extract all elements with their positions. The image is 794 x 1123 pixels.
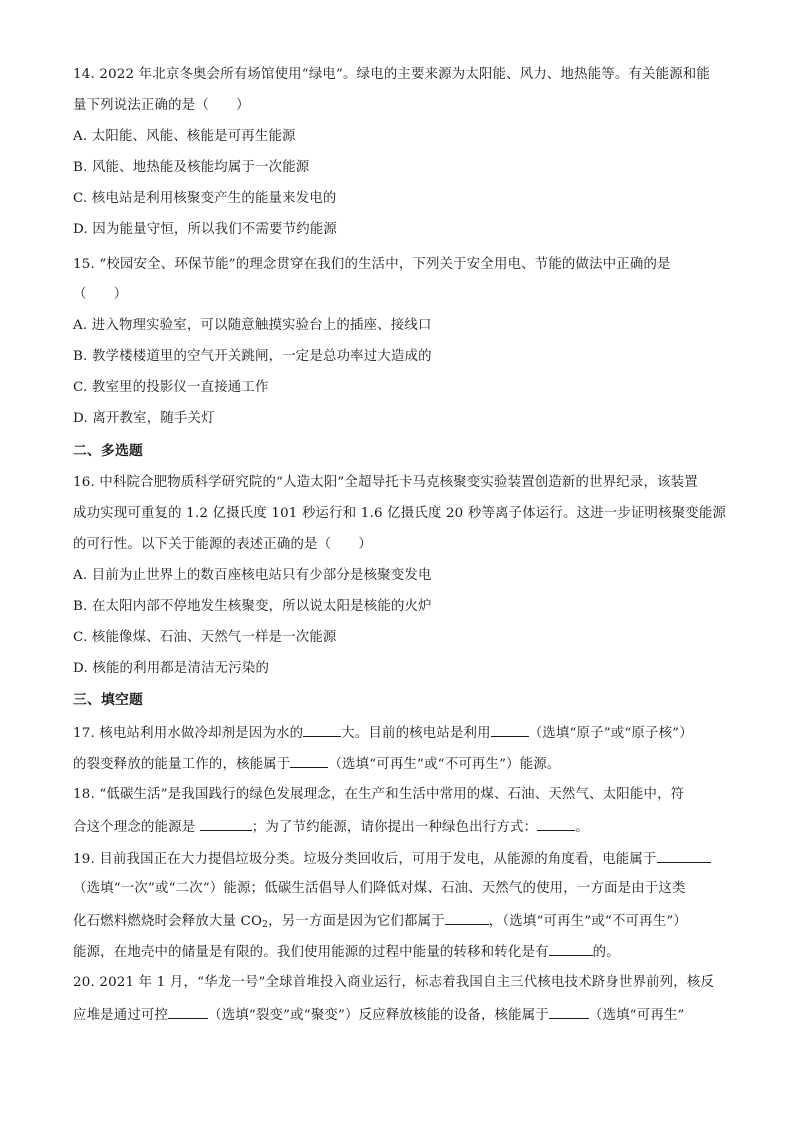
q19-text: ，另一方面是因为它们都属于 [268, 914, 445, 929]
answer-blank [491, 722, 529, 737]
q16-option-d: D. 核能的利用都是清洁无污染的 [73, 661, 270, 676]
q19-text: 的。 [592, 945, 620, 960]
q20-text: （选填“可再生” [588, 1008, 685, 1023]
answer-blank [537, 816, 575, 831]
q20-text: 应堆是通过可控 [73, 1008, 169, 1023]
answer-blank [549, 1004, 589, 1019]
q17-text: （选填“可再生”或“不可再生”）能源。 [328, 757, 561, 772]
q17-text: （选填“原子”或“原子核”） [528, 726, 693, 741]
answer-blank [657, 848, 711, 863]
q15-option-a: A. 进入物理实验室，可以随意触摸实验台上的插座、接线口 [73, 318, 432, 333]
q16-option-c: C. 核能像煤、石油、天然气一样是一次能源 [73, 630, 337, 645]
q15-option-b: B. 教学楼楼道里的空气开关跳闸，一定是总功率过大造成的 [73, 349, 432, 364]
q15-option-c: C. 教室里的投影仪一直接通工作 [73, 380, 269, 395]
q17-line2 [73, 753, 736, 775]
q14-stem-line2: 量下列说法正确的是（ ） [73, 98, 250, 113]
section-heading-fill-in-blank: 三、填空题 [73, 692, 143, 708]
q16-stem-line2: 成功实现可重复的 1.2 亿摄氏度 101 秒运行和 1.6 亿摄氏度 20 秒等离子体运行。这进一步证明核聚变能源 [73, 506, 727, 521]
q19-line2: （选填“一次”或“二次”）能源；低碳生活倡导人们降低对煤、石油、天然气的使用，一方面是由于这类 [73, 881, 686, 896]
q18-text: ；为了节约能源，请你提出一种绿色出行方式： [251, 820, 538, 835]
q14-option-c: C. 核电站是利用核聚变产生的能量来发电的 [73, 191, 337, 206]
q18-line2 [73, 816, 736, 838]
q19-text: 19. 目前我国正在大力提倡垃圾分类。垃圾分类回收后，可用于发电，从能源的角度看，电能属于 [73, 852, 657, 867]
q19-line4 [73, 941, 736, 963]
q20-line2 [73, 1004, 736, 1026]
q14-option-d: D. 因为能量守恒，所以我们不需要节约能源 [73, 222, 338, 237]
q17-text: 的裂变释放的能量工作的，核能属于 [73, 757, 291, 772]
answer-blank [303, 722, 341, 737]
q19-text: 化石燃料燃烧时会释放大量 CO [73, 914, 263, 929]
q16-stem-line3: 的可行性。以下关于能源的表述正确的是（ ） [73, 537, 372, 552]
q18-line1: 18. “低碳生活”是我国践行的绿色发展理念，在生产和生活中常用的煤、石油、天然气、太阳能中，符 [73, 787, 685, 802]
q17-line1 [73, 722, 736, 744]
q17-text: 大。目前的核电站是利用 [341, 726, 491, 741]
q15-option-d: D. 离开教室，随手关灯 [73, 411, 215, 426]
q15-stem-line1: 15. “校园安全、环保节能”的理念贯穿在我们的生活中，下列关于安全用电、节能的做法中正确的是 [73, 257, 671, 272]
q18-text: 合这个理念的能源是 [73, 820, 200, 835]
q20-text: （选填“裂变”或“聚变”）反应释放核能的设备，核能属于 [208, 1008, 549, 1023]
answer-blank [549, 941, 593, 956]
q14-stem-line1: 14. 2022 年北京冬奥会所有场馆使用“绿电”。绿电的主要来源为太阳能、风力、地热能等。有关能源和能 [73, 67, 710, 82]
q16-option-b: B. 在太阳内部不停地发生核聚变，所以说太阳是核能的火炉 [73, 599, 432, 614]
q14-option-b: B. 风能、地热能及核能均属于一次能源 [73, 160, 310, 175]
answer-blank [168, 1004, 208, 1019]
q19-text: ，（选填“可再生”或“不可再生”） [488, 914, 687, 929]
q19-line3 [73, 910, 736, 935]
q17-text: 17. 核电站利用水做冷却剂是因为水的 [73, 726, 304, 741]
section-heading-multiple-choice: 二、多选题 [73, 443, 143, 459]
q14-option-a: A. 太阳能、风能、核能是可再生能源 [73, 129, 296, 144]
q19-text: 能源，在地壳中的储量是有限的。我们使用能源的过程中能量的转移和转化是有 [73, 945, 549, 960]
q16-stem-line1: 16. 中科院合肥物质科学研究院的“人造太阳”全超导托卡马克核聚变实验装置创造新的世界纪录，该装置 [73, 475, 698, 490]
answer-blank [200, 816, 252, 831]
q16-option-a: A. 目前为止世界上的数百座核电站只有少部分是核聚变发电 [73, 568, 432, 583]
q19-line1 [73, 848, 736, 870]
answer-blank [290, 753, 328, 768]
answer-blank [445, 910, 489, 925]
q20-line1: 20. 2021 年 1 月，“华龙一号”全球首堆投入商业运行，标志着我国自主三代核电技术跻身世界前列，核反 [73, 975, 715, 990]
subscript: 2 [262, 920, 269, 930]
q18-text: 。 [575, 820, 589, 835]
q15-stem-line2: （ ） [73, 287, 128, 302]
